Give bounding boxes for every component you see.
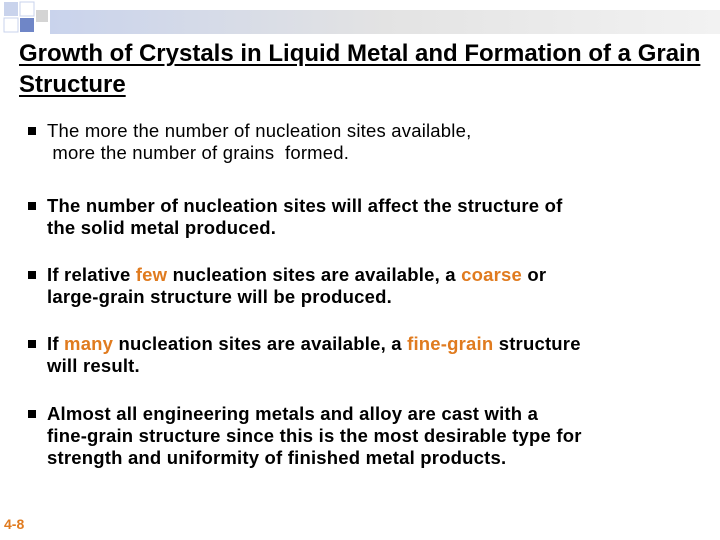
bullet-text-segment: or xyxy=(521,264,547,285)
bullet-line: fine-grain structure since this is the most desirable type for xyxy=(47,425,582,446)
highlight-coarse: coarse xyxy=(461,264,522,285)
bullet-text-segment: nucleation sites are available, a xyxy=(167,264,462,285)
header-gradient-bar xyxy=(50,10,720,34)
bullet-line: strength and uniformity of finished metal products. xyxy=(47,447,507,468)
bullet-line: will result. xyxy=(47,355,140,376)
bullet-line xyxy=(47,333,707,355)
bullet-text xyxy=(47,195,707,239)
bullet-line: The more the number of nucleation sites available, xyxy=(47,120,472,141)
highlight-few: few xyxy=(135,264,168,285)
square-bullet-icon xyxy=(28,410,36,418)
bullet-text xyxy=(47,120,707,164)
bullet-line: large-grain structure will be produced. xyxy=(47,286,392,307)
deco-square xyxy=(4,18,18,32)
highlight-fine-grain: fine-grain xyxy=(407,333,494,354)
highlight-many: many xyxy=(64,333,114,354)
bullet-line: the solid metal produced. xyxy=(47,217,277,238)
bullet-text-segment: structure xyxy=(493,333,581,354)
square-bullet-icon xyxy=(28,271,36,279)
bullet-text xyxy=(47,403,707,469)
bullet-text xyxy=(47,264,707,308)
square-bullet-icon xyxy=(28,202,36,210)
deco-square xyxy=(4,2,18,16)
deco-square xyxy=(20,2,34,16)
bullet-line xyxy=(47,264,707,286)
bullet-line: The number of nucleation sites will affect the structure of xyxy=(47,195,563,216)
bullet-text-segment: If xyxy=(47,333,65,354)
bullet-line: Almost all engineering metals and alloy are cast with a xyxy=(47,403,539,424)
bullet-text-segment: nucleation sites are available, a xyxy=(113,333,408,354)
slide-title: Growth of Crystals in Liquid Metal and Formation of a Grain Structure xyxy=(19,40,701,98)
bullet-text xyxy=(47,333,707,377)
deco-square xyxy=(20,18,34,32)
header-decoration xyxy=(0,0,720,40)
slide-page-number: 4-8 xyxy=(4,516,25,532)
bullet-text-segment: If relative xyxy=(47,264,136,285)
square-bullet-icon xyxy=(28,127,36,135)
deco-square xyxy=(36,10,48,22)
square-bullet-icon xyxy=(28,340,36,348)
bullet-line: more the number of grains formed. xyxy=(47,142,350,163)
